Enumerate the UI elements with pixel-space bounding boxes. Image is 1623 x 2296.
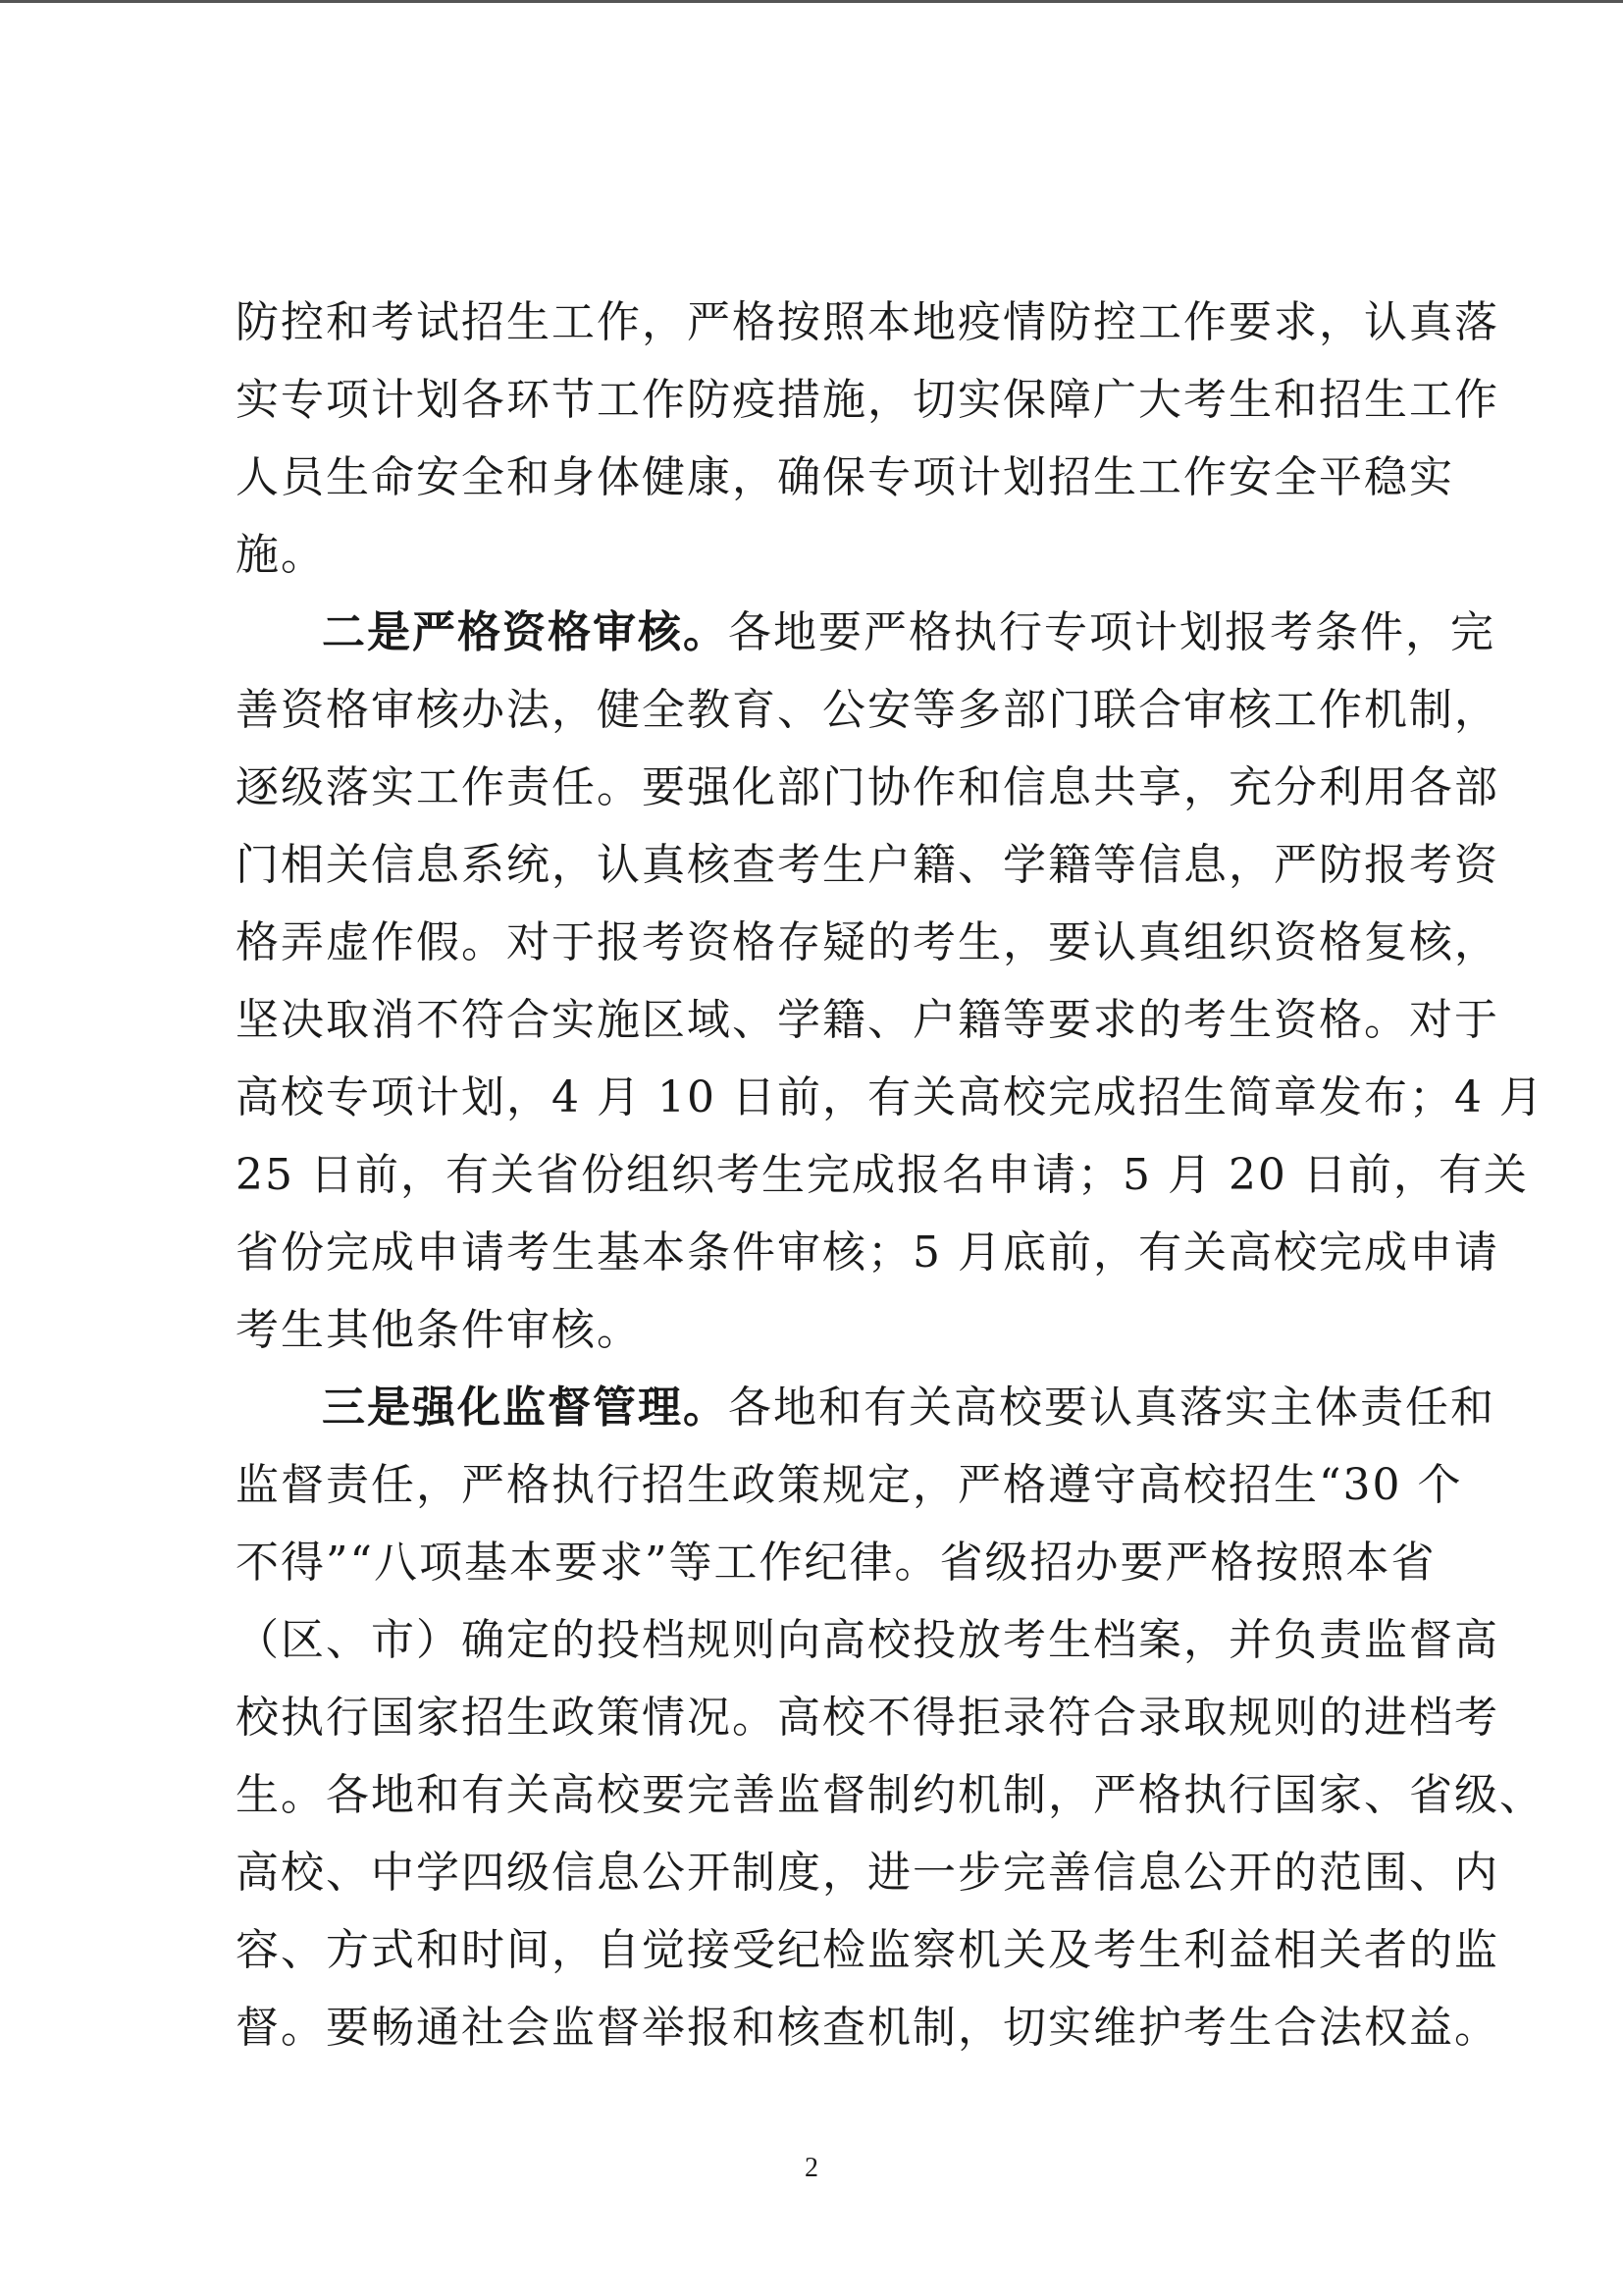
text-line-14: 考生其他条件审核。 xyxy=(236,1305,642,1355)
paragraph-3-first-line xyxy=(236,1370,1495,1446)
text-line-11: 高校专项计划，4 月 10 日前，有关高校完成招生简章发布；4 月 xyxy=(236,1072,1544,1122)
text-line-19: 校执行国家招生政策情况。高校不得拒录符合录取规则的进档考 xyxy=(236,1693,1499,1743)
scan-top-edge xyxy=(0,0,1623,3)
text-line-4: 施。 xyxy=(236,530,326,580)
text-line-7: 逐级落实工作责任。要强化部门协作和信息共享，充分利用各部 xyxy=(236,762,1499,812)
paragraph-3-lead-text: 各地和有关高校要认真落实主体责任和 xyxy=(728,1383,1495,1433)
text-line-22: 容、方式和时间，自觉接受纪检监察机关及考生利益相关者的监 xyxy=(236,1925,1499,1975)
paragraph-3-heading: 三是强化监督管理。 xyxy=(322,1383,728,1433)
text-line-1: 防控和考试招生工作，严格按照本地疫情防控工作要求，认真落 xyxy=(236,297,1499,347)
text-line-6: 善资格审核办法，健全教育、公安等多部门联合审核工作机制， xyxy=(236,685,1499,735)
text-line-21: 高校、中学四级信息公开制度，进一步完善信息公开的范围、内 xyxy=(236,1848,1499,1898)
text-line-17: 不得”“八项基本要求”等工作纪律。省级招办要严格按照本省 xyxy=(236,1538,1437,1588)
text-line-18: （区、市）确定的投档规则向高校投放考生档案，并负责监督高 xyxy=(236,1615,1499,1665)
paragraph-2-heading: 二是严格资格审核。 xyxy=(322,607,728,657)
text-line-3: 人员生命安全和身体健康，确保专项计划招生工作安全平稳实 xyxy=(236,452,1454,502)
text-line-12: 25 日前，有关省份组织考生完成报名申请；5 月 20 日前，有关 xyxy=(236,1150,1529,1200)
text-line-16: 监督责任，严格执行招生政策规定，严格遵守高校招生“30 个 xyxy=(236,1460,1463,1510)
page-number: 2 xyxy=(805,2153,818,2183)
text-line-8: 门相关信息系统，认真核查考生户籍、学籍等信息，严防报考资 xyxy=(236,840,1499,890)
paragraph-2-first-line xyxy=(236,595,1495,671)
text-line-2: 实专项计划各环节工作防疫措施，切实保障广大考生和招生工作 xyxy=(236,375,1499,425)
text-line-13: 省份完成申请考生基本条件审核；5 月底前，有关高校完成申请 xyxy=(236,1227,1499,1278)
text-line-23: 督。要畅通社会监督举报和核查机制，切实维护考生合法权益。 xyxy=(236,2003,1499,2053)
paragraph-2-lead-text: 各地要严格执行专项计划报考条件，完 xyxy=(728,607,1495,657)
text-line-9: 格弄虚作假。对于报考资格存疑的考生，要认真组织资格复核， xyxy=(236,917,1499,967)
text-line-20: 生。各地和有关高校要完善监督制约机制，严格执行国家、省级、 xyxy=(236,1770,1544,1820)
text-line-10: 坚决取消不符合实施区域、学籍、户籍等要求的考生资格。对于 xyxy=(236,995,1499,1045)
